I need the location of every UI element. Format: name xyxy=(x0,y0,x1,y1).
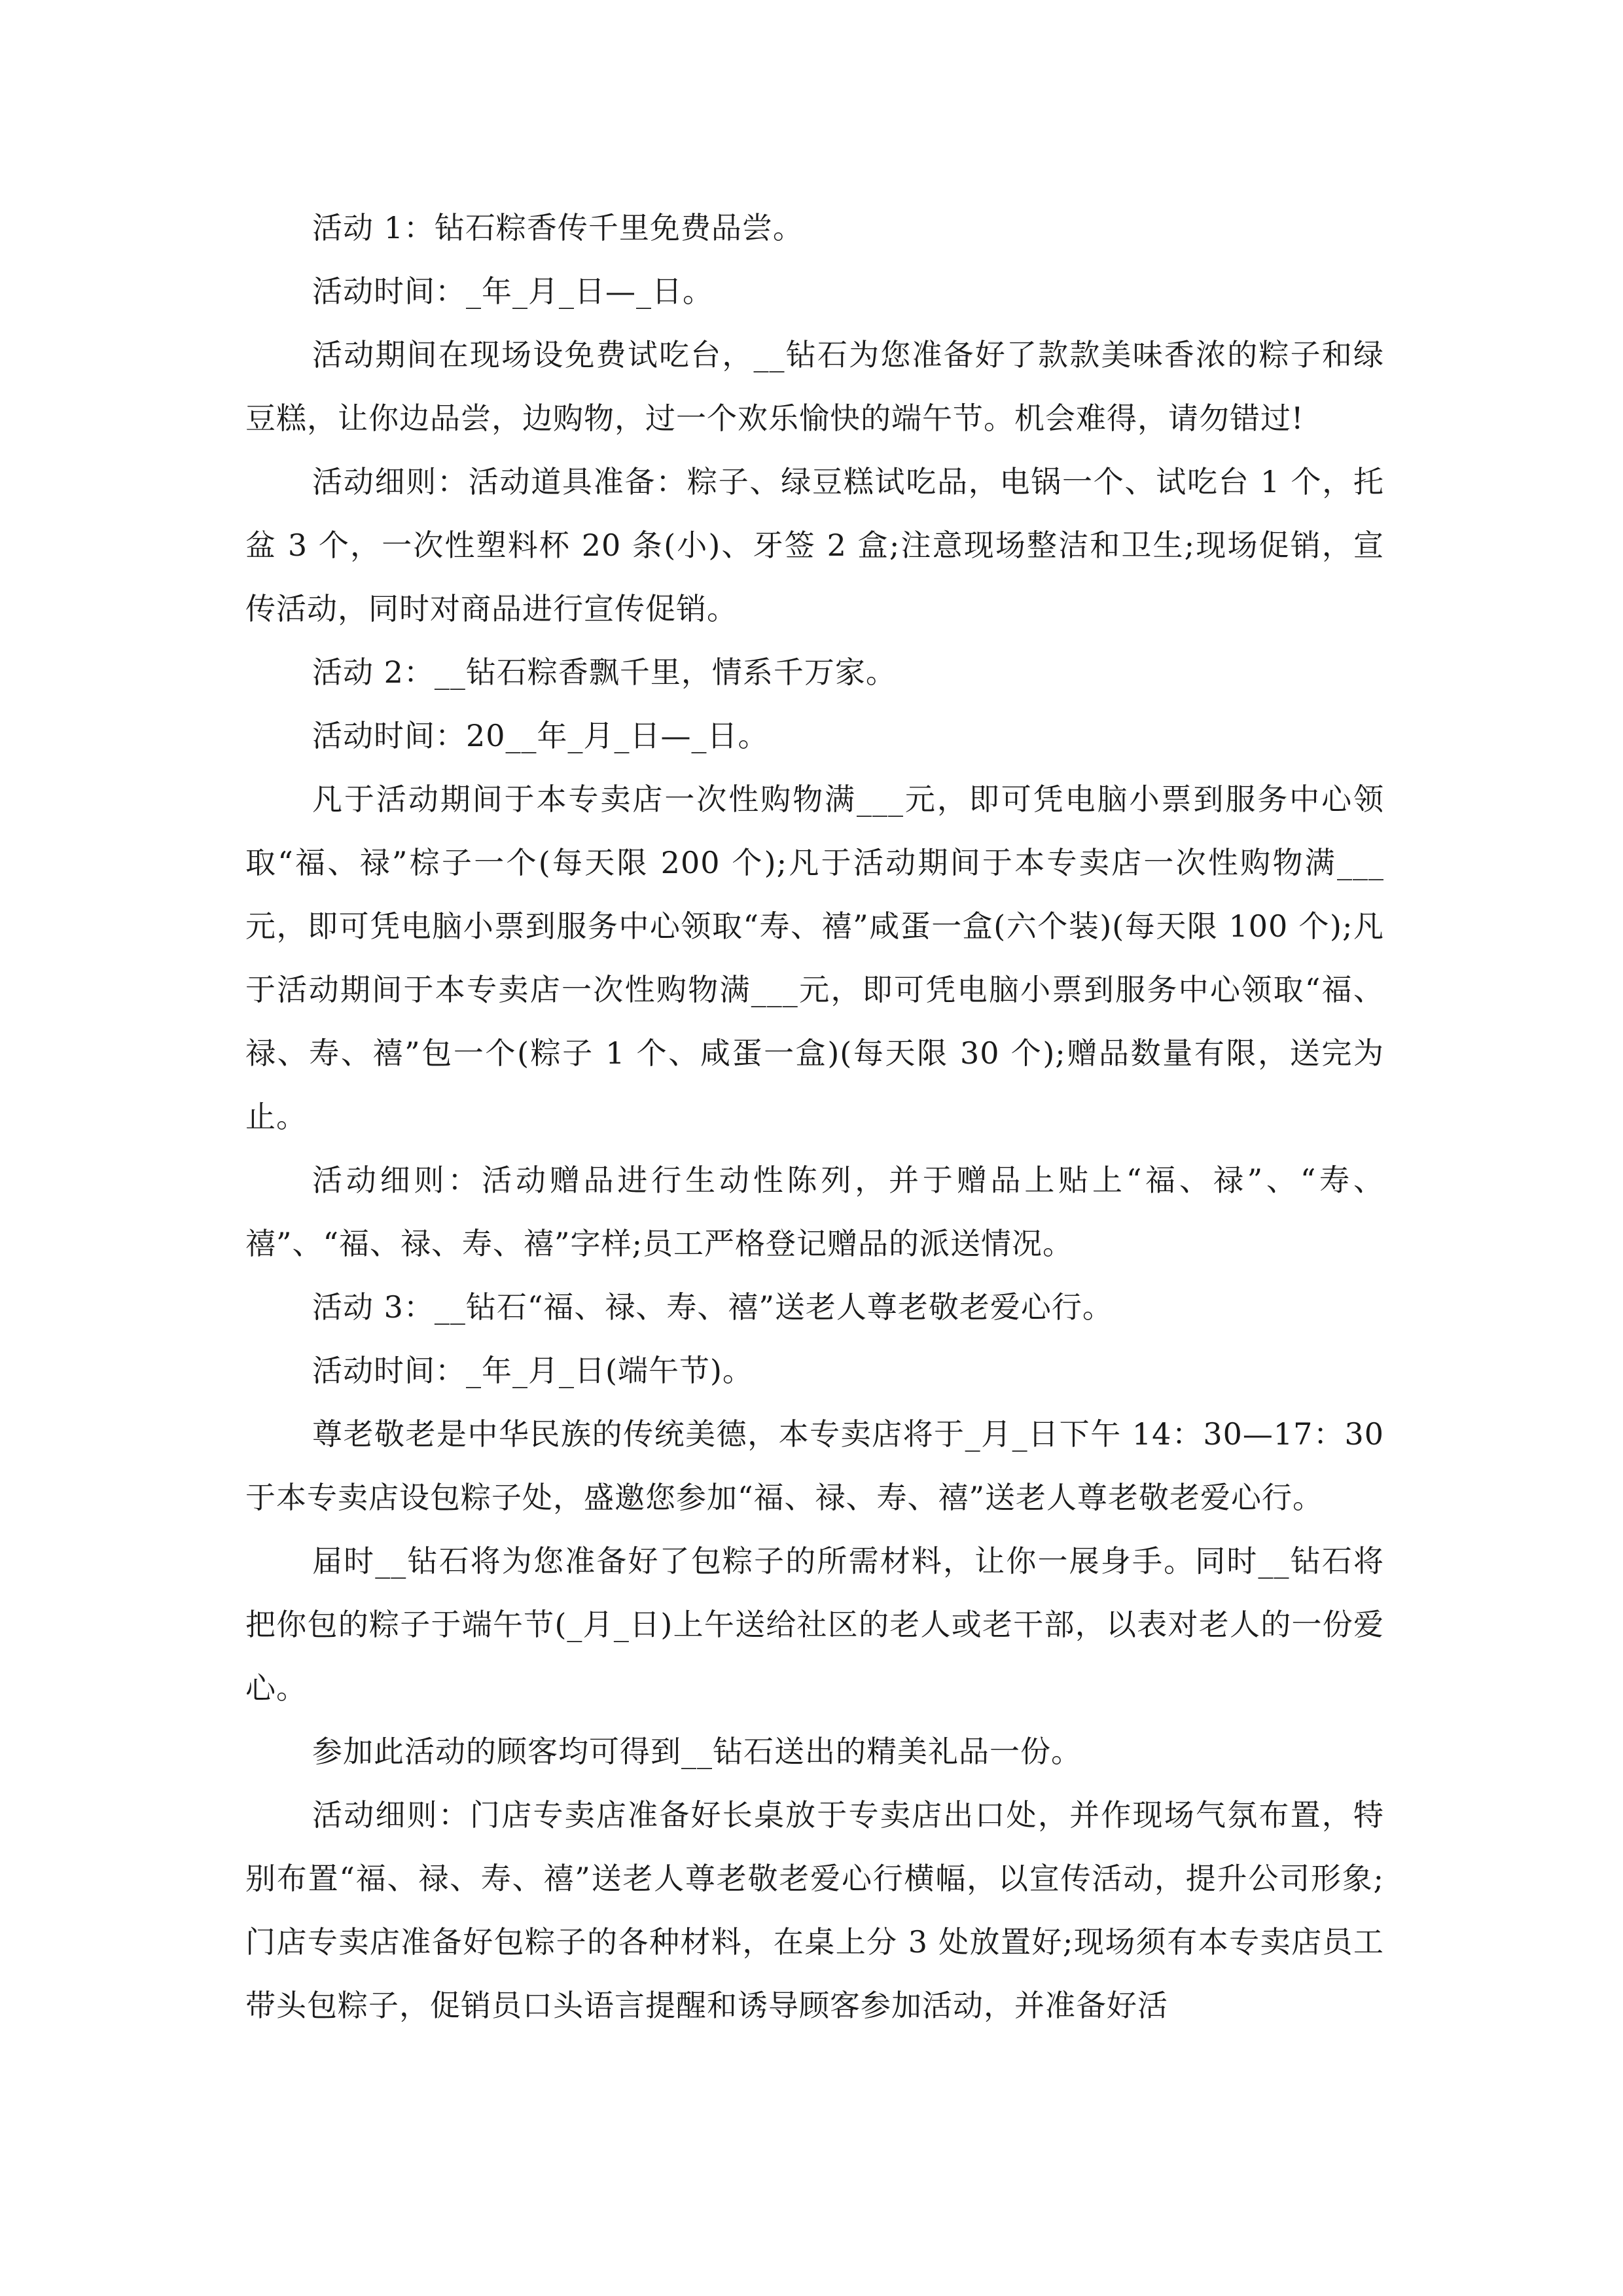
paragraph-activity-2-time: 活动时间：20__年_月_日—_日。 xyxy=(312,718,769,753)
paragraph-activity-1-title: 活动 1：钻石粽香传千里免费品尝。 xyxy=(312,210,804,245)
paragraph-activity-2-title: 活动 2：__钻石粽香飘千里，情系千万家。 xyxy=(312,655,897,690)
paragraph-activity-3-rules: 活动细则：门店专卖店准备好长桌放于专卖店出口处，并作现场气氛布置，特别布置“福、禄、寿、禧”送老人尊老敬老爱心行横幅，以宣传活动，提升公司形象;门店专卖店准备好包粽子的各种材料，在桌上分 3 处放置好;现场须有本专卖店员工带头包粽子，促销员口头语言提醒和诱导顾客参加活动，并准备好活 xyxy=(245,1797,1384,2023)
paragraph-activity-2-rules: 活动细则：活动赠品进行生动性陈列，并于赠品上贴上“福、禄”、“寿、禧”、“福、禄、寿、禧”字样;员工严格登记赠品的派送情况。 xyxy=(245,1162,1384,1261)
paragraph-activity-1-description: 活动期间在现场设免费试吃台，__钻石为您准备好了款款美味香浓的粽子和绿豆糕，让你边品尝，边购物，过一个欢乐愉快的端午节。机会难得，请勿错过! xyxy=(245,337,1384,436)
document-page xyxy=(245,196,1384,2037)
paragraph-activity-1-rules: 活动细则：活动道具准备：粽子、绿豆糕试吃品，电锅一个、试吃台 1 个，托盆 3 个，一次性塑料杯 20 条(小)、牙签 2 盒;注意现场整洁和卫生;现场促销，宣传活动，同时对商品进行宣传促销。 xyxy=(245,464,1384,626)
paragraph-activity-3-description: 尊老敬老是中华民族的传统美德，本专卖店将于_月_日下午 14：30—17：30 于本专卖店设包粽子处，盛邀您参加“福、禄、寿、禧”送老人尊老敬老爱心行。 xyxy=(245,1416,1384,1515)
paragraph-activity-1-time: 活动时间：_年_月_日—_日。 xyxy=(312,274,713,309)
paragraph-activity-3-title: 活动 3：__钻石“福、禄、寿、禧”送老人尊老敬老爱心行。 xyxy=(312,1289,1113,1325)
paragraph-activity-3-gift: 参加此活动的顾客均可得到__钻石送出的精美礼品一份。 xyxy=(312,1734,1082,1769)
paragraph-activity-3-time: 活动时间：_年_月_日(端午节)。 xyxy=(312,1353,753,1388)
paragraph-activity-3-materials: 届时__钻石将为您准备好了包粽子的所需材料，让你一展身手。同时__钻石将把你包的粽子于端午节(_月_日)上午送给社区的老人或老干部，以表对老人的一份爱心。 xyxy=(245,1543,1384,1706)
paragraph-activity-2-description: 凡于活动期间于本专卖店一次性购物满___元，即可凭电脑小票到服务中心领取“福、禄”棕子一个(每天限 200 个);凡于活动期间于本专卖店一次性购物满___元，即可凭电脑小票到服务中心领取“寿、禧”咸蛋一盒(六个装)(每天限 100 个);凡于活动期间于本专卖店一次性购物满___元，即可凭电脑小票到服务中心领取“福、禄、寿、禧”包一个(粽子 1 个、咸蛋一盒)(每天限 30 个);赠品数量有限，送完为止。 xyxy=(245,781,1384,1134)
